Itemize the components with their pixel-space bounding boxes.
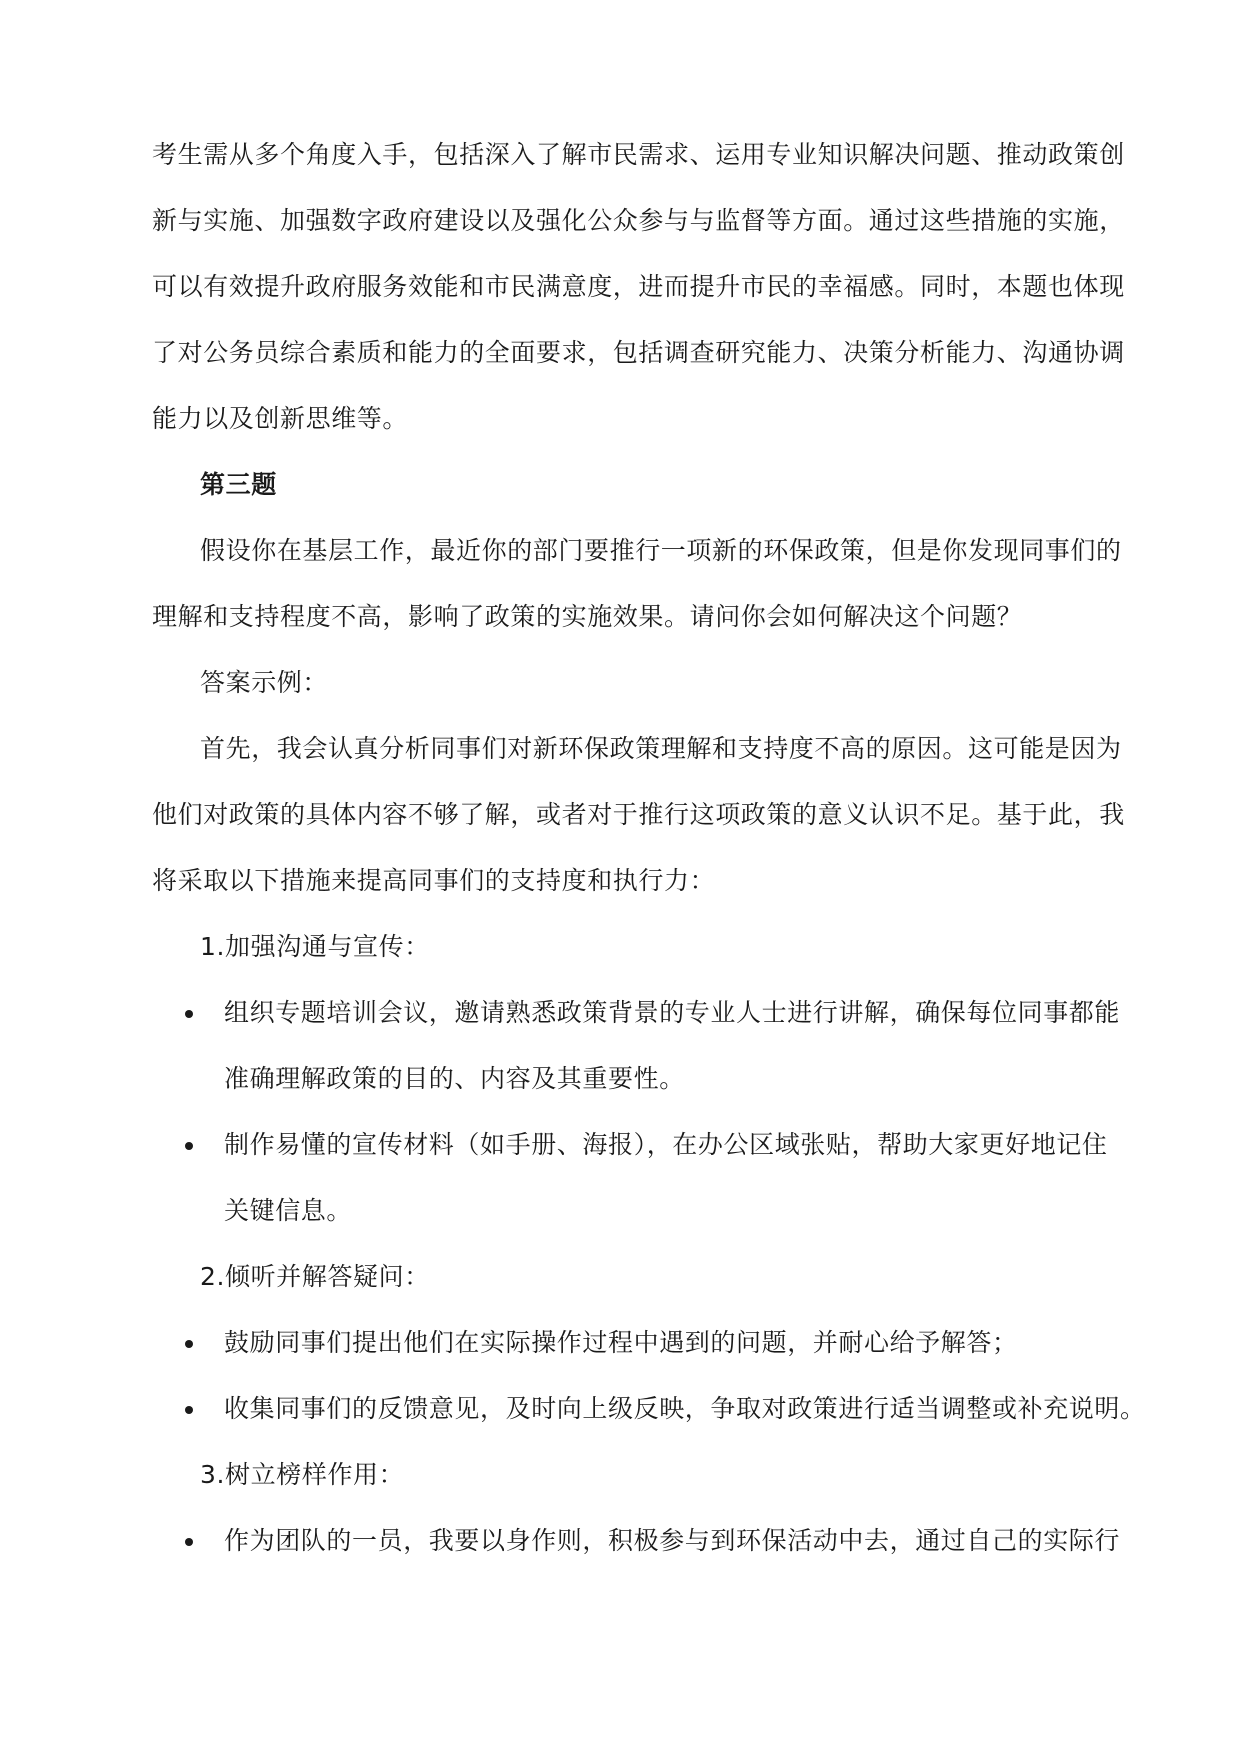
answer-line: 他们对政策的具体内容不够了解，或者对于推行这项政策的意义认识不足。基于此，我	[152, 800, 1125, 829]
question-line: 理解和支持程度不高，影响了政策的实施效果。请问你会如何解决这个问题？	[152, 602, 1023, 631]
bullet-line: 鼓励同事们提出他们在实际操作过程中遇到的问题，并耐心给予解答；	[224, 1328, 1018, 1357]
bullet-line: 收集同事们的反馈意见，及时向上级反映，争取对政策进行适当调整或补充说明。	[224, 1394, 1146, 1423]
bullet-line: 作为团队的一员，我要以身作则，积极参与到环保活动中去，通过自己的实际行	[224, 1526, 1121, 1555]
measure-title: 1.加强沟通与宣传：	[200, 932, 430, 961]
answer-line: 首先，我会认真分析同事们对新环保政策理解和支持度不高的原因。这可能是因为	[200, 734, 1122, 763]
paragraph-line: 考生需从多个角度入手，包括深入了解市民需求、运用专业知识解决问题、推动政策创	[152, 140, 1125, 169]
answer-line: 将采取以下措施来提高同事们的支持度和执行力：	[152, 866, 716, 895]
measure-title: 2.倾听并解答疑问：	[200, 1262, 430, 1291]
bullet-line: 准确理解政策的目的、内容及其重要性。	[224, 1064, 685, 1093]
bullet-icon	[185, 1010, 193, 1018]
paragraph-line: 了对公务员综合素质和能力的全面要求，包括调查研究能力、决策分析能力、沟通协调	[152, 338, 1125, 367]
question-line: 假设你在基层工作，最近你的部门要推行一项新的环保政策，但是你发现同事们的	[200, 536, 1122, 565]
paragraph-line: 新与实施、加强数字政府建设以及强化公众参与与监督等方面。通过这些措施的实施，	[152, 206, 1125, 235]
measure-title: 3.树立榜样作用：	[200, 1460, 405, 1489]
bullet-icon	[185, 1142, 193, 1150]
bullet-line: 制作易懂的宣传材料（如手册、海报），在办公区域张贴，帮助大家更好地记住	[224, 1130, 1108, 1159]
paragraph-line: 可以有效提升政府服务效能和市民满意度，进而提升市民的幸福感。同时，本题也体现	[152, 272, 1125, 301]
section-heading: 第三题	[200, 470, 277, 499]
bullet-line: 关键信息。	[224, 1196, 353, 1225]
bullet-icon	[185, 1340, 193, 1348]
bullet-line: 组织专题培训会议，邀请熟悉政策背景的专业人士进行讲解，确保每位同事都能	[224, 998, 1121, 1027]
paragraph-line: 能力以及创新思维等。	[152, 404, 409, 433]
answer-label: 答案示例：	[200, 668, 329, 697]
bullet-icon	[185, 1406, 193, 1414]
bullet-icon	[185, 1538, 193, 1546]
